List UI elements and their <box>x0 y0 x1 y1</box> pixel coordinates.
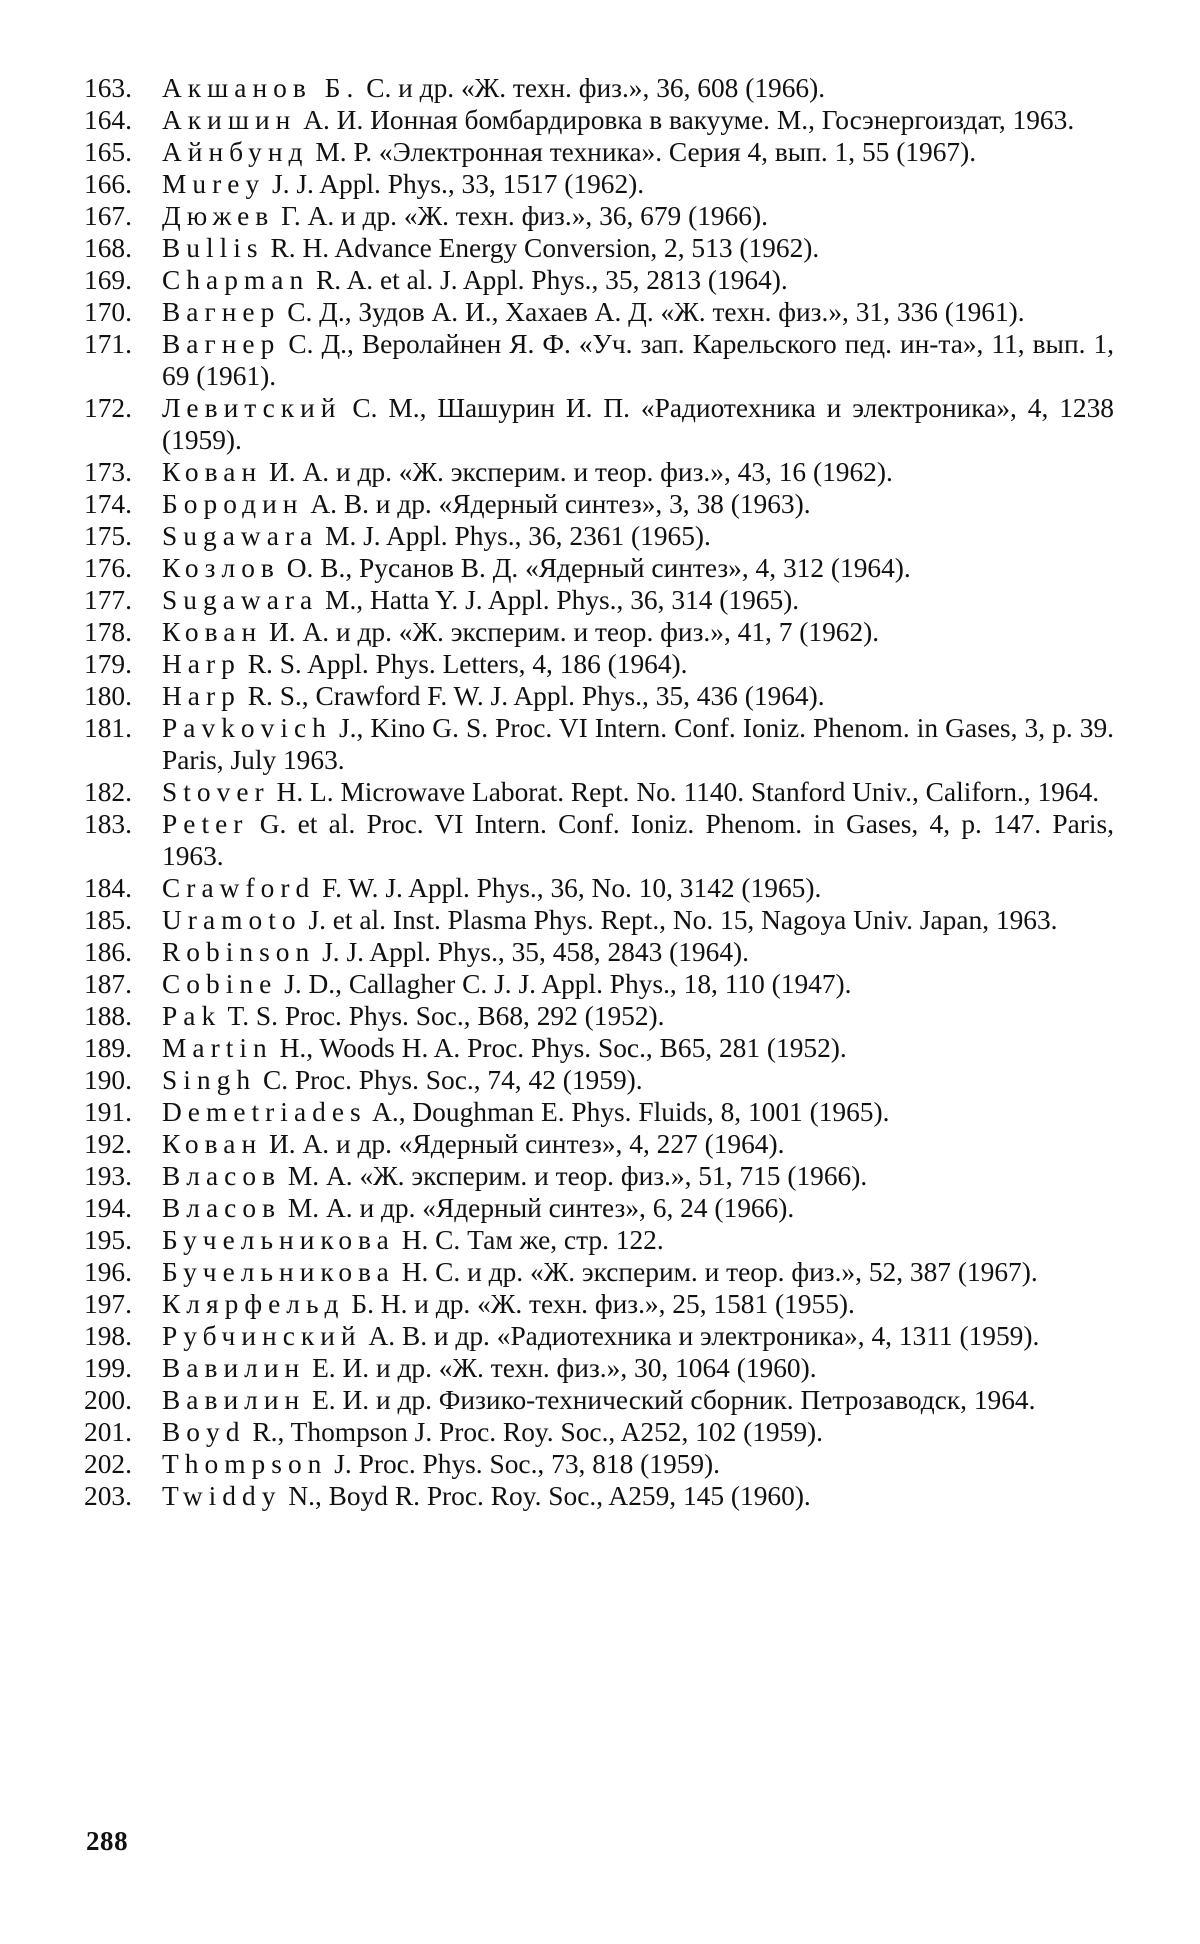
reference-details: J. J. Appl. Phys., 33, 1517 (1962). <box>272 169 645 199</box>
reference-author: Бучельникова <box>162 1257 395 1287</box>
reference-number: 179. <box>84 649 132 679</box>
reference-details: R., Thompson J. Proc. Roy. Soc., A252, 102 (1959). <box>252 1417 823 1447</box>
reference-number: 184. <box>84 873 132 903</box>
reference-text <box>162 296 1114 328</box>
reference-text <box>162 808 1114 872</box>
reference-number: 190. <box>84 1065 132 1095</box>
reference-entry <box>84 488 1114 520</box>
reference-entry <box>84 1416 1114 1448</box>
reference-author: Акишин <box>162 105 297 135</box>
reference-text <box>162 72 1114 104</box>
reference-entry <box>84 1448 1114 1480</box>
reference-text <box>162 1224 1114 1256</box>
reference-number: 165. <box>84 137 132 167</box>
reference-details: И. А. и др. «Ядерный синтез», 4, 227 (1964). <box>269 1129 785 1159</box>
reference-number: 183. <box>84 809 132 839</box>
reference-number: 164. <box>84 105 132 135</box>
reference-text <box>162 776 1114 808</box>
reference-entry <box>84 1000 1114 1032</box>
reference-text <box>162 168 1114 200</box>
reference-text <box>162 1000 1114 1032</box>
reference-details: С. Д., Веролайнен Я. Ф. «Уч. зап. Карельского пед. ин-та», 11, вып. 1, 69 (1961). <box>162 329 1114 391</box>
reference-author: Demetriades <box>162 1097 367 1127</box>
reference-author: Кован <box>162 457 263 487</box>
reference-author: Sugawara <box>162 585 319 615</box>
reference-details: Б. Н. и др. «Ж. техн. физ.», 25, 1581 (1955). <box>351 1289 855 1319</box>
reference-text <box>162 200 1114 232</box>
reference-entry <box>84 616 1114 648</box>
reference-details: Е. И. и др. Физико-технический сборник. Петрозаводск, 1964. <box>312 1385 1036 1415</box>
reference-entry <box>84 1032 1114 1064</box>
reference-number: 182. <box>84 777 132 807</box>
reference-author: Uramoto <box>162 905 302 935</box>
reference-author: Кован <box>162 1129 263 1159</box>
reference-author: Вагнер <box>162 329 281 359</box>
reference-author: Boyd <box>162 1417 246 1447</box>
reference-text <box>162 488 1114 520</box>
reference-entry <box>84 808 1114 872</box>
reference-author: Singh <box>162 1065 257 1095</box>
reference-number: 202. <box>84 1449 132 1479</box>
reference-text <box>162 520 1114 552</box>
reference-entry <box>84 648 1114 680</box>
reference-entry <box>84 104 1114 136</box>
reference-details: С. Д., Зудов А. И., Хахаев А. Д. «Ж. техн. физ.», 31, 336 (1961). <box>287 297 1025 327</box>
reference-number: 176. <box>84 553 132 583</box>
reference-text <box>162 104 1114 136</box>
reference-number: 203. <box>84 1481 132 1511</box>
reference-details: J. D., Callagher C. J. J. Appl. Phys., 18, 110 (1947). <box>284 969 852 999</box>
reference-number: 196. <box>84 1257 132 1287</box>
reference-text <box>162 1416 1114 1448</box>
reference-author: Pavkovich <box>162 713 332 743</box>
reference-author: Кован <box>162 617 263 647</box>
reference-details: J. et al. Inst. Plasma Phys. Rept., No. 15, Nagoya Univ. Japan, 1963. <box>308 905 1058 935</box>
reference-text <box>162 1352 1114 1384</box>
reference-details: H. L. Microwave Laborat. Rept. No. 1140. Stanford Univ., Californ., 1964. <box>276 777 1100 807</box>
reference-entry <box>84 520 1114 552</box>
reference-entry <box>84 872 1114 904</box>
reference-details: J., Kino G. S. Proc. VI Intern. Conf. Ioniz. Phenom. in Gases, 3, p. 39. Paris, July 1963. <box>162 713 1114 775</box>
reference-entry <box>84 936 1114 968</box>
reference-author: Bullis <box>162 233 264 263</box>
reference-details: R. A. et al. J. Appl. Phys., 35, 2813 (1964). <box>316 265 788 295</box>
reference-number: 187. <box>84 969 132 999</box>
reference-text <box>162 936 1114 968</box>
reference-text <box>162 264 1114 296</box>
reference-details: T. S. Proc. Phys. Soc., B68, 292 (1952). <box>227 1001 665 1031</box>
reference-text <box>162 872 1114 904</box>
reference-number: 197. <box>84 1289 132 1319</box>
reference-details: Н. С. и др. «Ж. эксперим. и теор. физ.», 52, 387 (1967). <box>401 1257 1038 1287</box>
reference-details: М. А. «Ж. эксперим. и теор. физ.», 51, 715 (1966). <box>287 1161 868 1191</box>
reference-details: M. J. Appl. Phys., 36, 2361 (1965). <box>325 521 711 551</box>
reference-text <box>162 1096 1114 1128</box>
reference-text <box>162 1320 1114 1352</box>
reference-text <box>162 1480 1114 1512</box>
reference-entry <box>84 328 1114 392</box>
reference-details: Г. А. и др. «Ж. техн. физ.», 36, 679 (1966). <box>281 201 768 231</box>
reference-text <box>162 648 1114 680</box>
reference-text <box>162 1448 1114 1480</box>
reference-details: R. S., Crawford F. W. J. Appl. Phys., 35, 436 (1964). <box>247 681 825 711</box>
reference-entry <box>84 1160 1114 1192</box>
reference-number: 193. <box>84 1161 132 1191</box>
reference-number: 195. <box>84 1225 132 1255</box>
reference-list <box>84 72 1114 1512</box>
reference-author: Peter <box>162 809 249 839</box>
reference-entry <box>84 776 1114 808</box>
reference-author: Рубчинский <box>162 1321 362 1351</box>
reference-entry <box>84 1288 1114 1320</box>
reference-details: А. И. Ионная бомбардировка в вакууме. М., Госэнергоиздат, 1963. <box>303 105 1075 135</box>
reference-entry <box>84 968 1114 1000</box>
reference-author: Harp <box>162 681 241 711</box>
reference-number: 174. <box>84 489 132 519</box>
reference-number: 198. <box>84 1321 132 1351</box>
reference-text <box>162 712 1114 776</box>
reference-entry <box>84 392 1114 456</box>
reference-author: Власов <box>162 1161 282 1191</box>
reference-details: G. et al. Proc. VI Intern. Conf. Ioniz. Phenom. in Gases, 4, p. 147. Paris, 1963. <box>162 809 1114 871</box>
reference-text <box>162 1032 1114 1064</box>
reference-text <box>162 584 1114 616</box>
reference-author: Айнбунд <box>162 137 309 167</box>
reference-text <box>162 1064 1114 1096</box>
reference-entry <box>84 584 1114 616</box>
reference-entry <box>84 1320 1114 1352</box>
reference-entry <box>84 1256 1114 1288</box>
reference-entry <box>84 1128 1114 1160</box>
reference-author: Козлов <box>162 553 280 583</box>
reference-author: Вагнер <box>162 297 281 327</box>
reference-entry <box>84 1480 1114 1512</box>
reference-number: 166. <box>84 169 132 199</box>
reference-text <box>162 232 1114 264</box>
reference-number: 192. <box>84 1129 132 1159</box>
reference-details: С. М., Шашурин И. П. «Радиотехника и электроника», 4, 1238 (1959). <box>162 393 1114 455</box>
reference-text <box>162 616 1114 648</box>
reference-number: 181. <box>84 713 132 743</box>
reference-author: Pak <box>162 1001 222 1031</box>
reference-number: 172. <box>84 393 132 423</box>
reference-author: Twiddy <box>162 1481 282 1511</box>
reference-details: R. S. Appl. Phys. Letters, 4, 186 (1964). <box>247 649 688 679</box>
reference-entry <box>84 72 1114 104</box>
reference-details: Н. С. Там же, стр. 122. <box>401 1225 664 1255</box>
reference-text <box>162 1288 1114 1320</box>
reference-number: 177. <box>84 585 132 615</box>
reference-text <box>162 456 1114 488</box>
reference-details: А. В. и др. «Радиотехника и электроника», 4, 1311 (1959). <box>368 1321 1040 1351</box>
reference-text <box>162 552 1114 584</box>
reference-entry <box>84 904 1114 936</box>
reference-details: М. А. и др. «Ядерный синтез», 6, 24 (1966). <box>287 1193 795 1223</box>
reference-details: A., Doughman E. Phys. Fluids, 8, 1001 (1965). <box>372 1097 890 1127</box>
reference-number: 170. <box>84 297 132 327</box>
reference-entry <box>84 712 1114 776</box>
reference-details: M., Hatta Y. J. Appl. Phys., 36, 314 (1965). <box>325 585 800 615</box>
reference-number: 199. <box>84 1353 132 1383</box>
reference-number: 188. <box>84 1001 132 1031</box>
page-number: 288 <box>86 1826 129 1856</box>
reference-details: J. Proc. Phys. Soc., 73, 818 (1959). <box>334 1449 721 1479</box>
reference-author: Вавилин <box>162 1353 306 1383</box>
reference-entry <box>84 200 1114 232</box>
reference-author: Harp <box>162 649 241 679</box>
reference-entry <box>84 552 1114 584</box>
reference-text <box>162 136 1114 168</box>
reference-details: О. В., Русанов В. Д. «Ядерный синтез», 4, 312 (1964). <box>286 553 911 583</box>
reference-text <box>162 392 1114 456</box>
reference-entry <box>84 264 1114 296</box>
reference-details: H., Woods H. A. Proc. Phys. Soc., B65, 281 (1952). <box>279 1033 847 1063</box>
reference-text <box>162 1160 1114 1192</box>
reference-entry <box>84 1096 1114 1128</box>
reference-author: Клярфельд <box>162 1289 345 1319</box>
reference-entry <box>84 680 1114 712</box>
reference-entry <box>84 296 1114 328</box>
reference-entry <box>84 168 1114 200</box>
reference-entry <box>84 1192 1114 1224</box>
reference-number: 169. <box>84 265 132 295</box>
reference-author: Crawford <box>162 873 316 903</box>
reference-number: 201. <box>84 1417 132 1447</box>
reference-entry <box>84 456 1114 488</box>
reference-details: R. H. Advance Energy Conversion, 2, 513 (1962). <box>270 233 820 263</box>
reference-text <box>162 328 1114 392</box>
reference-author: Robinson <box>162 937 316 967</box>
reference-author: Cobine <box>162 969 278 999</box>
reference-text <box>162 680 1114 712</box>
reference-number: 191. <box>84 1097 132 1127</box>
reference-author: Бородин <box>162 489 304 519</box>
reference-text <box>162 1256 1114 1288</box>
reference-details: М. Р. «Электронная техника». Серия 4, вып. 1, 55 (1967). <box>315 137 977 167</box>
reference-number: 163. <box>84 73 132 103</box>
reference-text <box>162 1192 1114 1224</box>
reference-details: И. А. и др. «Ж. эксперим. и теор. физ.», 41, 7 (1962). <box>269 617 880 647</box>
reference-details: C. Proc. Phys. Soc., 74, 42 (1959). <box>262 1065 643 1095</box>
reference-number: 178. <box>84 617 132 647</box>
reference-author: Thompson <box>162 1449 328 1479</box>
reference-number: 185. <box>84 905 132 935</box>
reference-details: F. W. J. Appl. Phys., 36, No. 10, 3142 (1965). <box>322 873 822 903</box>
reference-author: Murey <box>162 169 266 199</box>
reference-number: 180. <box>84 681 132 711</box>
reference-author: Вавилин <box>162 1385 306 1415</box>
reference-number: 186. <box>84 937 132 967</box>
reference-details: Е. И. и др. «Ж. техн. физ.», 30, 1064 (1960). <box>312 1353 817 1383</box>
reference-author: Sugawara <box>162 521 319 551</box>
reference-number: 173. <box>84 457 132 487</box>
reference-author: Власов <box>162 1193 282 1223</box>
reference-author: Левитский <box>162 393 342 423</box>
reference-author: Акшанов Б. <box>162 73 360 103</box>
reference-number: 175. <box>84 521 132 551</box>
reference-text <box>162 1384 1114 1416</box>
reference-author: Дюжев <box>162 201 275 231</box>
reference-number: 189. <box>84 1033 132 1063</box>
reference-entry <box>84 1064 1114 1096</box>
reference-author: Stover <box>162 777 270 807</box>
reference-details: J. J. Appl. Phys., 35, 458, 2843 (1964). <box>322 937 749 967</box>
reference-details: С. и др. «Ж. техн. физ.», 36, 608 (1966). <box>366 73 826 103</box>
reference-entry <box>84 1352 1114 1384</box>
reference-number: 171. <box>84 329 132 359</box>
reference-author: Martin <box>162 1033 273 1063</box>
reference-number: 168. <box>84 233 132 263</box>
reference-text <box>162 904 1114 936</box>
reference-entry <box>84 232 1114 264</box>
reference-entry <box>84 1224 1114 1256</box>
reference-details: А. В. и др. «Ядерный синтез», 3, 38 (1963). <box>310 489 811 519</box>
reference-text <box>162 968 1114 1000</box>
reference-details: И. А. и др. «Ж. эксперим. и теор. физ.», 43, 16 (1962). <box>269 457 893 487</box>
reference-number: 194. <box>84 1193 132 1223</box>
reference-text <box>162 1128 1114 1160</box>
reference-entry <box>84 136 1114 168</box>
reference-entry <box>84 1384 1114 1416</box>
reference-number: 167. <box>84 201 132 231</box>
reference-details: N., Boyd R. Proc. Roy. Soc., A259, 145 (1960). <box>288 1481 811 1511</box>
reference-author: Chapman <box>162 265 310 295</box>
reference-number: 200. <box>84 1385 132 1415</box>
reference-author: Бучельникова <box>162 1225 395 1255</box>
